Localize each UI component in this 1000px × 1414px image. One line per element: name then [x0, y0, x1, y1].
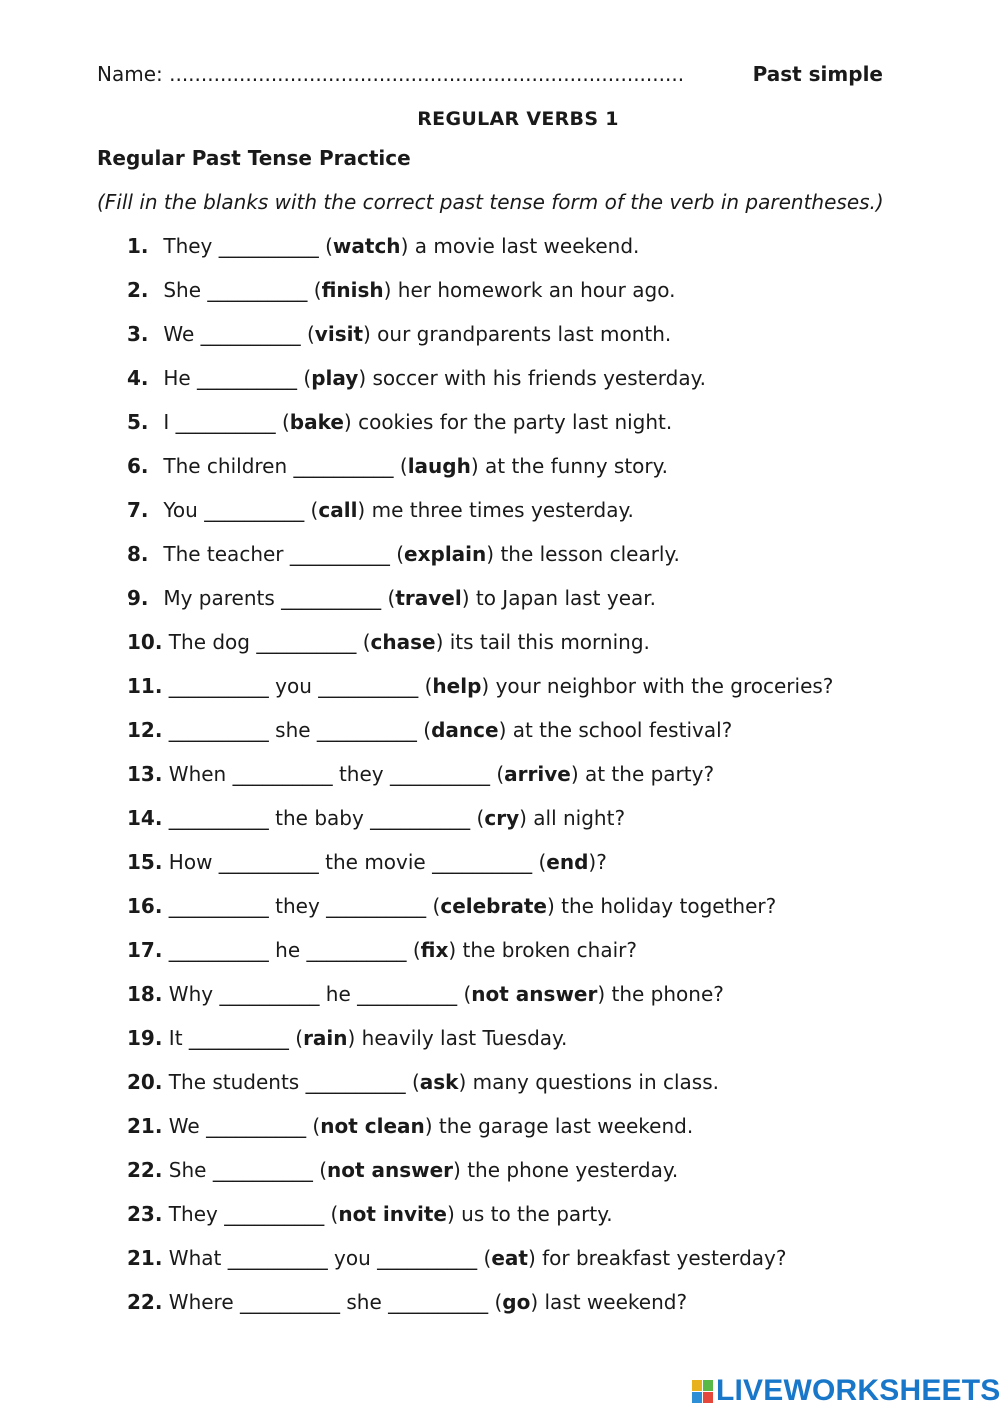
item-verb: end	[546, 850, 589, 874]
item-verb: eat	[491, 1246, 528, 1270]
item-number: 1.	[127, 234, 149, 258]
item-prefix: When __________ they __________ (	[168, 762, 505, 786]
item-number: 6.	[127, 454, 149, 478]
exercise-item	[127, 1202, 613, 1226]
item-number: 4.	[127, 366, 149, 390]
exercise-item	[127, 1158, 678, 1182]
item-verb: laugh	[407, 454, 471, 478]
logo-square-green	[703, 1380, 713, 1391]
item-suffix: ) all night?	[519, 806, 626, 830]
name-line: Name: .................................................................................	[97, 62, 685, 86]
item-verb: fix	[420, 938, 449, 962]
item-number: 23.	[127, 1202, 163, 1226]
exercise-item	[127, 322, 671, 346]
item-prefix: How __________ the movie __________ (	[168, 850, 547, 874]
item-prefix: She __________ (	[168, 1158, 327, 1182]
item-suffix: ) cookies for the party last night.	[343, 410, 673, 434]
exercise-item	[127, 762, 714, 786]
item-verb: ask	[419, 1070, 459, 1094]
item-prefix: __________ you __________ (	[168, 674, 433, 698]
exercise-item	[127, 982, 724, 1006]
item-suffix: ) for breakfast yesterday?	[527, 1246, 787, 1270]
item-verb: bake	[289, 410, 344, 434]
liveworksheets-logo-icon	[692, 1380, 713, 1403]
item-number: 21.	[127, 1246, 163, 1270]
item-suffix: ) heavily last Tuesday.	[347, 1026, 568, 1050]
item-prefix: We __________ (	[163, 322, 315, 346]
item-verb: chase	[370, 630, 436, 654]
item-prefix: The students __________ (	[168, 1070, 420, 1094]
item-number: 11.	[127, 674, 163, 698]
exercise-item	[127, 850, 607, 874]
item-number: 18.	[127, 982, 163, 1006]
exercise-item	[127, 586, 656, 610]
item-verb: go	[502, 1290, 531, 1314]
item-prefix: The teacher __________ (	[163, 542, 405, 566]
item-verb: arrive	[504, 762, 571, 786]
exercise-item	[127, 1026, 567, 1050]
item-suffix: ) its tail this morning.	[435, 630, 650, 654]
item-prefix: They __________ (	[163, 234, 333, 258]
item-suffix: ) our grandparents last month.	[363, 322, 672, 346]
item-verb: not invite	[338, 1202, 447, 1226]
item-verb: not answer	[327, 1158, 454, 1182]
item-prefix: I __________ (	[163, 410, 290, 434]
item-verb: play	[311, 366, 359, 390]
item-prefix: __________ the baby __________ (	[168, 806, 485, 830]
item-verb: visit	[314, 322, 364, 346]
item-suffix: ) the broken chair?	[448, 938, 637, 962]
item-number: 16.	[127, 894, 163, 918]
item-suffix: ) at the funny story.	[470, 454, 668, 478]
item-number: 19.	[127, 1026, 163, 1050]
item-verb: celebrate	[440, 894, 547, 918]
item-prefix: Where __________ she __________ (	[168, 1290, 503, 1314]
instructions: (Fill in the blanks with the correct past tense form of the verb in parentheses.)	[97, 190, 884, 214]
logo-square-red	[703, 1392, 713, 1403]
item-number: 3.	[127, 322, 149, 346]
exercise-item	[127, 1246, 787, 1270]
logo-square-blue	[692, 1392, 702, 1403]
item-prefix: The children __________ (	[163, 454, 408, 478]
item-verb: finish	[321, 278, 384, 302]
item-number: 8.	[127, 542, 149, 566]
exercise-item	[127, 938, 637, 962]
item-prefix: __________ she __________ (	[168, 718, 432, 742]
logo-square-yellow	[692, 1380, 702, 1391]
item-suffix: ) a movie last weekend.	[400, 234, 640, 258]
exercise-item	[127, 454, 668, 478]
item-prefix: __________ they __________ (	[168, 894, 441, 918]
exercise-item	[127, 1070, 719, 1094]
item-verb: help	[432, 674, 482, 698]
exercise-item	[127, 366, 706, 390]
item-prefix: They __________ (	[168, 1202, 339, 1226]
item-suffix: ) at the party?	[570, 762, 715, 786]
exercise-item	[127, 1114, 693, 1138]
exercise-item	[127, 674, 833, 698]
item-number: 9.	[127, 586, 149, 610]
item-number: 5.	[127, 410, 149, 434]
item-number: 17.	[127, 938, 163, 962]
item-prefix: He __________ (	[163, 366, 312, 390]
item-verb: not clean	[320, 1114, 425, 1138]
item-suffix: ) me three times yesterday.	[357, 498, 634, 522]
item-verb: travel	[395, 586, 462, 610]
item-verb: call	[318, 498, 358, 522]
exercise-item	[127, 410, 672, 434]
item-verb: watch	[332, 234, 401, 258]
item-suffix: ) to Japan last year.	[461, 586, 657, 610]
liveworksheets-logo[interactable]	[692, 1374, 1000, 1408]
exercise-item	[127, 894, 776, 918]
item-number: 22.	[127, 1158, 163, 1182]
item-prefix: My parents __________ (	[163, 586, 396, 610]
item-suffix: ) the phone yesterday.	[453, 1158, 679, 1182]
item-prefix: The dog __________ (	[168, 630, 371, 654]
item-number: 21.	[127, 1114, 163, 1138]
item-prefix: We __________ (	[168, 1114, 321, 1138]
item-suffix: ) the lesson clearly.	[486, 542, 680, 566]
item-number: 2.	[127, 278, 149, 302]
exercise-item	[127, 630, 650, 654]
item-number: 22.	[127, 1290, 163, 1314]
item-suffix: )?	[588, 850, 607, 874]
exercise-item	[127, 278, 675, 302]
item-prefix: __________ he __________ (	[168, 938, 421, 962]
item-prefix: She __________ (	[163, 278, 322, 302]
section-subtitle: Regular Past Tense Practice	[97, 146, 411, 170]
item-suffix: ) us to the party.	[446, 1202, 613, 1226]
item-suffix: ) her homework an hour ago.	[383, 278, 676, 302]
item-suffix: ) soccer with his friends yesterday.	[358, 366, 706, 390]
item-verb: not answer	[471, 982, 598, 1006]
exercise-item	[127, 542, 680, 566]
item-number: 20.	[127, 1070, 163, 1094]
liveworksheets-logo-text: LIVEWORKSHEETS	[716, 1374, 1000, 1407]
subject-label: Past simple	[752, 62, 883, 86]
item-prefix: Why __________ he __________ (	[168, 982, 472, 1006]
item-suffix: ) the phone?	[597, 982, 724, 1006]
exercise-item	[127, 498, 634, 522]
item-prefix: It __________ (	[168, 1026, 304, 1050]
worksheet-title: REGULAR VERBS 1	[417, 108, 619, 130]
exercise-item	[127, 718, 732, 742]
exercise-item	[127, 234, 639, 258]
item-suffix: ) at the school festival?	[498, 718, 733, 742]
item-number: 7.	[127, 498, 149, 522]
item-suffix: ) your neighbor with the groceries?	[481, 674, 834, 698]
item-verb: cry	[484, 806, 520, 830]
item-verb: dance	[431, 718, 499, 742]
item-prefix: You __________ (	[163, 498, 319, 522]
exercise-item	[127, 806, 625, 830]
item-suffix: ) many questions in class.	[458, 1070, 719, 1094]
item-number: 14.	[127, 806, 163, 830]
item-number: 10.	[127, 630, 163, 654]
item-verb: explain	[404, 542, 487, 566]
item-verb: rain	[303, 1026, 348, 1050]
item-suffix: ) last weekend?	[530, 1290, 688, 1314]
item-number: 12.	[127, 718, 163, 742]
item-suffix: ) the holiday together?	[546, 894, 777, 918]
item-suffix: ) the garage last weekend.	[424, 1114, 694, 1138]
item-number: 13.	[127, 762, 163, 786]
item-prefix: What __________ you __________ (	[168, 1246, 492, 1270]
item-number: 15.	[127, 850, 163, 874]
exercise-item	[127, 1290, 687, 1314]
